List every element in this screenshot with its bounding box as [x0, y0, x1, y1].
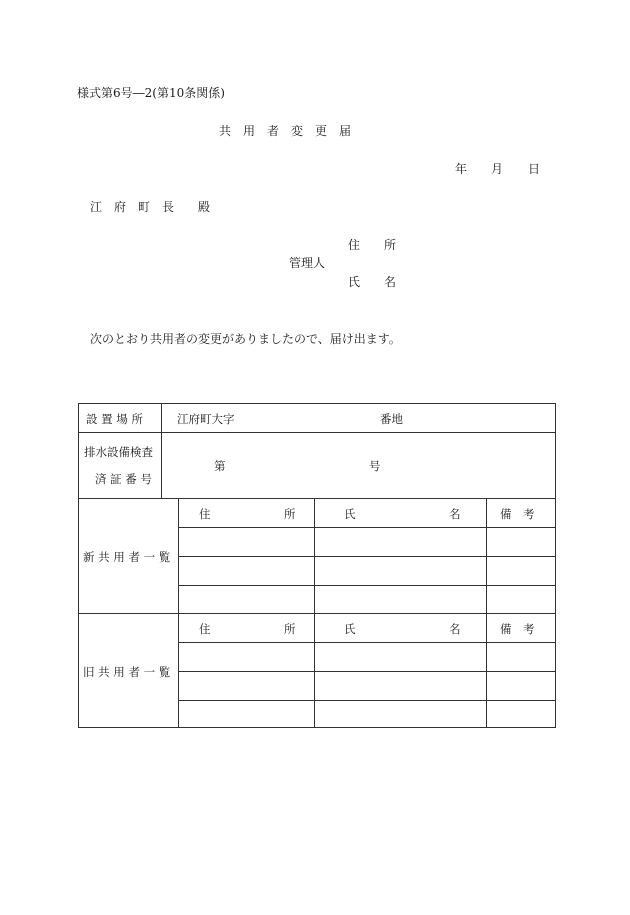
old-col-remarks: 備 考	[500, 622, 535, 636]
new-col-remarks: 備 考	[500, 507, 535, 521]
applicant-role-label: 管理人	[289, 256, 326, 270]
change-form-table	[78, 403, 556, 728]
date-month-label: 月	[491, 162, 504, 176]
location-prefix: 江府町大字	[177, 412, 235, 426]
new-col-name-b: 名	[449, 507, 461, 521]
old-col-name-b: 名	[449, 622, 461, 636]
old-users-label: 旧 共 用 者 一 覧	[83, 665, 171, 679]
row-divider	[178, 585, 555, 586]
column-divider	[314, 498, 315, 727]
row-divider	[178, 527, 555, 528]
applicant-address-label: 住 所	[348, 238, 397, 252]
row-divider	[178, 642, 555, 643]
inspection-dai: 第	[214, 459, 226, 473]
new-users-label: 新 共 用 者 一 覧	[83, 550, 171, 564]
old-col-address-a: 住	[199, 622, 211, 636]
old-col-name-a: 氏	[344, 622, 356, 636]
date-year-label: 年	[455, 162, 468, 176]
inspection-label-line2: 済 証 番 号	[95, 472, 152, 486]
location-suffix: 番地	[380, 412, 403, 426]
document-title: 共 用 者 変 更 届	[219, 124, 352, 138]
old-col-address-b: 所	[284, 622, 296, 636]
date-day-label: 日	[528, 162, 541, 176]
row-divider	[178, 556, 555, 557]
column-divider	[486, 498, 487, 727]
row-divider	[79, 498, 555, 499]
new-col-address-b: 所	[284, 507, 296, 521]
row-divider	[79, 432, 555, 433]
statement-text: 次のとおり共用者の変更がありましたので、届け出ます。	[90, 332, 401, 346]
new-col-name-a: 氏	[344, 507, 356, 521]
row-divider	[178, 671, 555, 672]
addressee: 江 府 町 長 殿	[90, 200, 211, 214]
form-number: 様式第6号―2(第10条関係)	[77, 86, 225, 100]
row-divider	[178, 700, 555, 701]
inspection-label-line1: 排水設備検査	[84, 445, 153, 459]
column-divider	[161, 404, 162, 498]
row-divider	[79, 613, 555, 614]
location-label: 設 置 場 所	[86, 412, 143, 426]
applicant-name-label: 氏 名	[348, 275, 397, 289]
column-divider	[178, 498, 179, 727]
inspection-go: 号	[369, 459, 381, 473]
new-col-address-a: 住	[199, 507, 211, 521]
